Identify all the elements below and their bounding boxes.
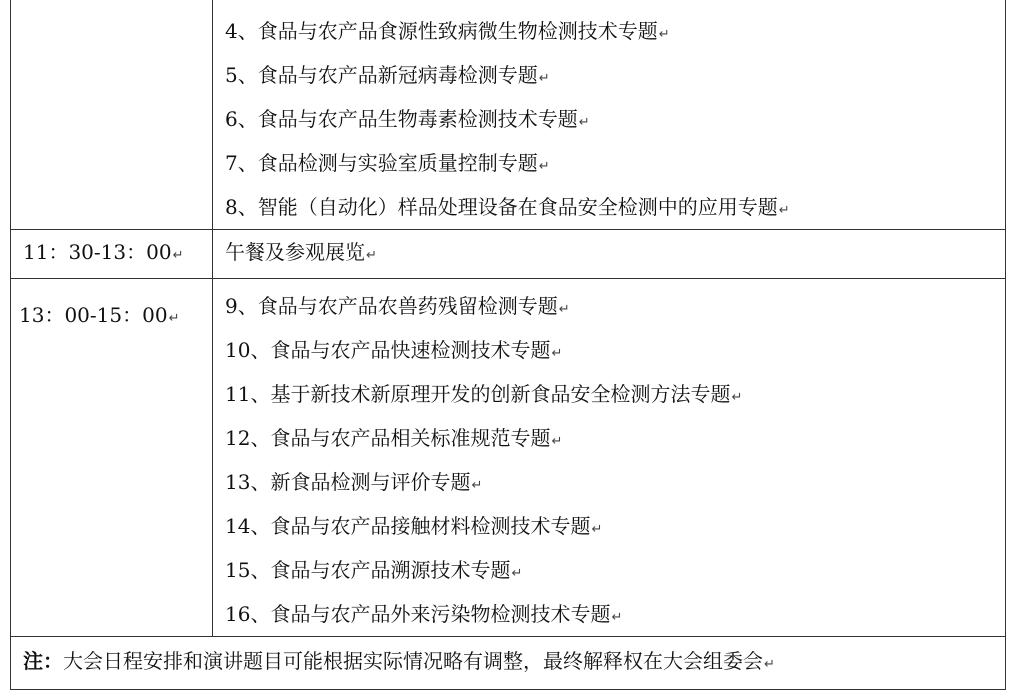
time-cell-lunch: 11：30-13：00↵: [11, 230, 213, 279]
schedule-table: [10, 0, 1006, 690]
paragraph-mark-icon: ↵: [511, 566, 523, 581]
topic-item: 16、食品与农产品外来污染物检测技术专题↵: [225, 602, 623, 626]
paragraph-mark-icon: ↵: [778, 203, 790, 218]
paragraph-mark-icon: ↵: [764, 657, 775, 672]
table-row-morning-continued: [11, 0, 1006, 230]
topic-item: 11、基于新技术新原理开发的创新食品安全检测方法专题↵: [225, 382, 743, 406]
paragraph-mark-icon: ↵: [471, 478, 483, 493]
table-row-lunch: [11, 230, 1006, 279]
note-text: 大会日程安排和演讲题目可能根据实际情况略有调整，最终解释权在大会组委会: [63, 649, 763, 673]
paragraph-mark-icon: ↵: [551, 434, 563, 449]
paragraph-mark-icon: ↵: [366, 248, 377, 263]
paragraph-mark-icon: ↵: [538, 159, 550, 174]
topics-cell-afternoon: [213, 279, 1006, 637]
paragraph-mark-icon: ↵: [538, 71, 550, 86]
topic-item: 6、食品与农产品生物毒素检测技术专题↵: [225, 107, 590, 131]
table-row-note: [11, 637, 1006, 690]
topic-item: 15、食品与农产品溯源技术专题↵: [225, 558, 523, 582]
topic-item: 13、新食品检测与评价专题↵: [225, 470, 483, 494]
topic-item: 5、食品与农产品新冠病毒检测专题↵: [225, 63, 550, 87]
note-label: 注：: [23, 649, 63, 673]
topic-item: 12、食品与农产品相关标准规范专题↵: [225, 426, 563, 450]
note-cell: [11, 637, 1006, 690]
time-cell-afternoon: 13：00-15：00↵: [11, 279, 213, 637]
paragraph-mark-icon: ↵: [578, 115, 590, 130]
topic-item: 7、食品检测与实验室质量控制专题↵: [225, 151, 550, 175]
paragraph-mark-icon: ↵: [168, 311, 180, 326]
paragraph-mark-icon: ↵: [558, 302, 570, 317]
topic-item: 10、食品与农产品快速检测技术专题↵: [225, 338, 563, 362]
topic-item: 4、食品与农产品食源性致病微生物检测技术专题↵: [225, 19, 670, 43]
topic-item: 14、食品与农产品接触材料检测技术专题↵: [225, 514, 603, 538]
table-row-afternoon: [11, 279, 1006, 637]
paragraph-mark-icon: ↵: [172, 248, 184, 263]
topic-item: 8、智能（自动化）样品处理设备在食品安全检测中的应用专题↵: [225, 195, 790, 219]
paragraph-mark-icon: ↵: [611, 610, 623, 625]
paragraph-mark-icon: ↵: [731, 390, 743, 405]
paragraph-mark-icon: ↵: [591, 522, 603, 537]
topics-cell-morning: [213, 0, 1006, 230]
time-cell-empty: [11, 0, 213, 230]
paragraph-mark-icon: ↵: [658, 27, 670, 42]
topic-item: 9、食品与农产品农兽药残留检测专题↵: [225, 294, 570, 318]
activity-cell-lunch: 午餐及参观展览↵: [213, 230, 1006, 279]
paragraph-mark-icon: ↵: [551, 346, 563, 361]
